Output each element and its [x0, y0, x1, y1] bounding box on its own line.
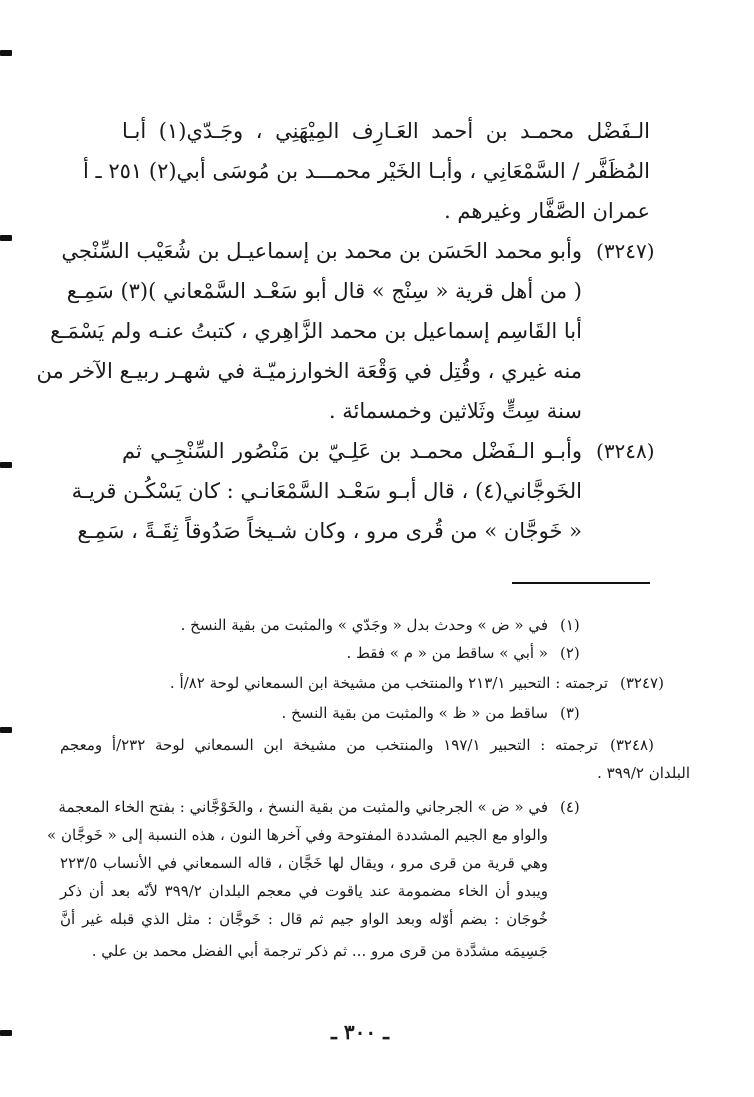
entry-line: ( من أهل قرية « سِنْج » قال أبو سَعْـد السَّمْعاني )(٣) سَمِـع: [66, 279, 582, 303]
footnote-line: البلدان ٣٩٩/٢ .: [597, 764, 690, 782]
footnote-number: (٣٢٤٧): [620, 674, 664, 692]
scan-mark: [0, 462, 12, 468]
body-line: المُظَفَّر / السَّمْعَانِي ، وأبـا الخَيْر محمـــد بن مُوسَى أبي(٢) ٢٥١ ـ أ: [83, 159, 650, 183]
entry-line: منه غيري ، وقُتِل في وَقْعَة الخوارزميّـة في شهـر ربيـع الآخر من: [36, 359, 582, 383]
footnote-number: (٢): [560, 644, 580, 662]
page-number: ـ ٣٠٠ ـ: [331, 1020, 389, 1044]
entry-line: وأبو محمد الحَسَن بن محمد بن إسماعيـل بن شُعَيْب السِّنْجي: [61, 239, 582, 263]
scan-mark: [0, 50, 12, 56]
scan-mark: [0, 727, 12, 733]
footnote-line: « أبي » ساقط من « م » فقط .: [346, 644, 548, 662]
footnote-line: والواو مع الجيم المشددة المفتوحة وفي آخرها النون ، هذه النسبة إلى « خَوجَّان »: [47, 826, 548, 844]
body-line: عمران الصَّفَّار وغيرهم .: [444, 199, 650, 223]
footnote-line: وهي قرية من قرى مرو ، ويقال لها خَجَّان ، قاله السمعاني في الأنساب ٢٢٣/٥: [60, 854, 548, 872]
scan-mark: [0, 1030, 12, 1036]
footnote-line: خُوجَان : بضم أوّله وبعد الواو جيم ثم قال : خَوجَّان : مثل الذي قبله غير أنَّ: [60, 910, 548, 928]
entry-line: سنة سِتٍّ وثَلاثين وخمسمائة .: [328, 399, 582, 423]
footnote-number: (١): [560, 616, 580, 634]
scan-mark: [0, 235, 12, 241]
footnote-line: في « ض » الجرجاني والمثبت من بقية النسخ ، والخَوْجَّاني : بفتح الخاء المعجمة: [58, 798, 548, 816]
footnote-line: ويبدو أن الخاء مضمومة عند ياقوت في معجم البلدان ٣٩٩/٢ لأنّه بعد أن ذكر: [60, 882, 548, 900]
footnote-number: (٣٢٤٨): [610, 736, 654, 754]
entry-line: وأبـو الـفَضْل محمـد بن عَلِـيّ بن مَنْصُور السِّنْجِـي ثم: [122, 439, 582, 463]
entry-number: (٣٢٤٧): [596, 239, 655, 263]
footnote-line: ساقط من « ظ » والمثبت من بقية النسخ .: [281, 704, 548, 722]
footnote-line: في « ض » وحدث بدل « وجَدّي » والمثبت من بقية النسخ .: [180, 616, 548, 634]
entry-line: الخَوجَّاني(٤) ، قال أبـو سَعْـد السَّمْعَانـي : كان يَسْكُـن قريـة: [71, 479, 582, 503]
footnote-line: ترجمته : التحبير ١٩٧/١ والمنتخب من مشيخة ابن السمعاني لوحة ٢٣٢/أ ومعجم: [60, 736, 598, 754]
entry-line: « خَوجَّان » من قُرى مرو ، وكان شـيخاً صَدُوقاً ثِقَـةً ، سَمِـع: [77, 519, 582, 543]
entry-number: (٣٢٤٨): [596, 439, 655, 463]
footnote-separator: [512, 582, 650, 584]
footnote-number: (٣): [560, 704, 580, 722]
body-line: الـفَضْل محمـد بن أحمد العَـارِف المِيْهَنِي ، وجَـدّي(١) أبـا: [122, 119, 650, 143]
footnote-line: ترجمته : التحبير ٢١٣/١ والمنتخب من مشيخة ابن السمعاني لوحة ٨٢/أ .: [169, 674, 608, 692]
footnote-line: جَسِيمَه مشدَّدة من قرى مرو ... ثم ذكر ترجمة أبي الفضل محمد بن علي .: [91, 942, 548, 960]
footnote-number: (٤): [560, 798, 580, 816]
entry-line: أبا القَاسِم إسماعيل بن محمد الزَّاهِري ، كتبتُ عنـه ولم يَسْمَـع: [50, 319, 582, 343]
